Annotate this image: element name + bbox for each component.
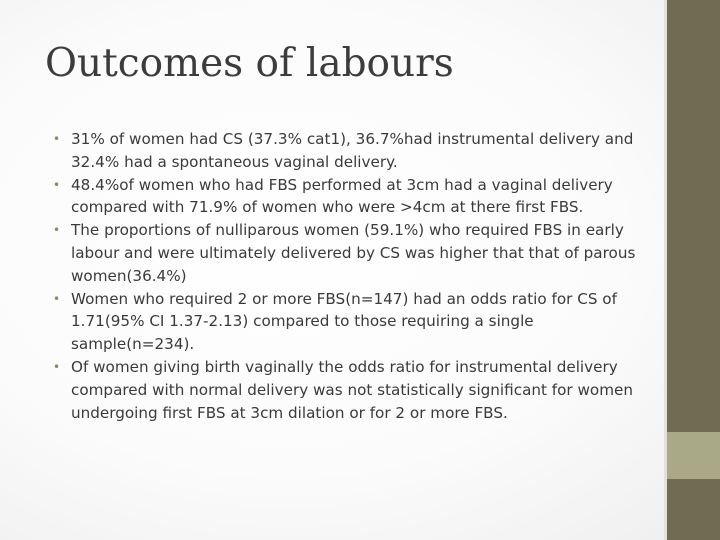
bullet-text: Of women giving birth vaginally the odds ratio for instrumental delivery compared with normal delivery was not statistically significant for women undergoing first FBS at 3cm dilation or for 2 or more FBS. bbox=[71, 357, 633, 422]
bullet-dot-icon: • bbox=[53, 132, 61, 146]
bullet-list bbox=[53, 128, 643, 424]
bullet-text: Women who required 2 or more FBS(n=147) had an odds ratio for CS of 1.71(95% CI 1.37-2.13) compared to those requiring a single sample(n=234). bbox=[71, 289, 617, 354]
bullet-item bbox=[53, 356, 643, 424]
bullet-dot-icon: • bbox=[53, 359, 61, 374]
bullet-item bbox=[53, 219, 643, 287]
bullet-item bbox=[53, 174, 643, 220]
bullet-dot-icon: • bbox=[53, 223, 61, 238]
bullet-dot-icon: • bbox=[53, 177, 61, 192]
sidebar-accent-block bbox=[667, 432, 720, 479]
bullet-text: 48.4%of women who had FBS performed at 3cm had a vaginal delivery compared with 71.9% of women who were >4cm at there first FBS. bbox=[71, 175, 613, 217]
bullet-text: 31% of women had CS (37.3% cat1), 36.7%had instrumental delivery and 32.4% had a spontaneous vaginal delivery. bbox=[71, 130, 634, 171]
bullet-item bbox=[53, 128, 643, 174]
slide-title: Outcomes of labours bbox=[45, 41, 454, 86]
bullet-text: The proportions of nulliparous women (59.1%) who required FBS in early labour and were ultimately delivered by CS was higher that that of parous women(36.4%) bbox=[71, 221, 636, 285]
bullet-item bbox=[53, 288, 643, 356]
bullet-dot-icon: • bbox=[53, 291, 61, 306]
